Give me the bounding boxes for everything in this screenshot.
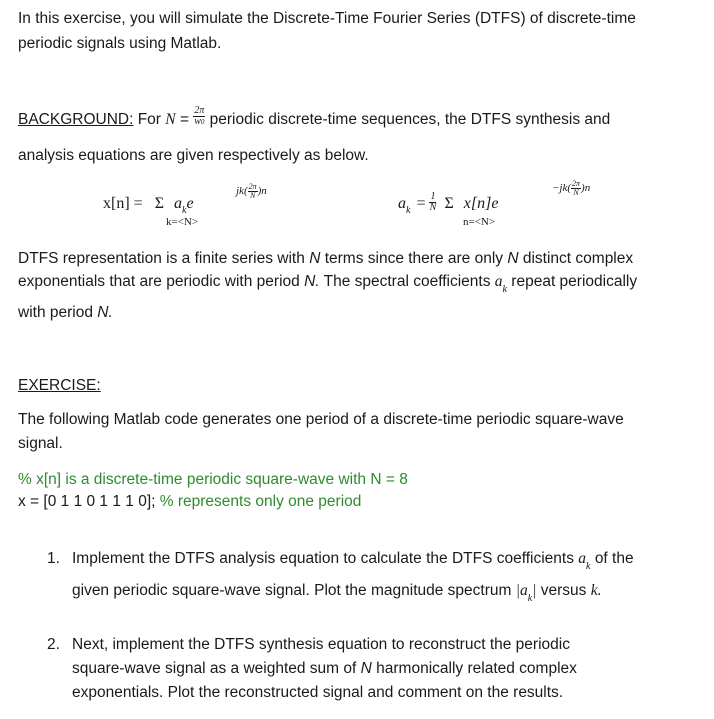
task-2-number: 2. bbox=[47, 636, 60, 653]
analysis-exponent: −jk( $\frac{2\pi}{N}$ )n bbox=[552, 179, 591, 197]
synthesis-range: k=<N> bbox=[166, 216, 199, 228]
exercise-line-1: The following Matlab code generates one period of a discrete-time periodic square-wave bbox=[18, 411, 624, 428]
task-2-line-3: exponentials. Plot the reconstructed signal and comment on the results. bbox=[72, 684, 564, 701]
intro-line-1: In this exercise, you will simulate the Discrete-Time Fourier Series (DTFS) of discrete-time bbox=[18, 10, 636, 27]
background-for: For bbox=[137, 111, 161, 128]
task-1-line-2: given periodic square-wave signal. Plot the magnitude spectrum $|a_k|$ versus k. bbox=[72, 582, 602, 604]
exercise-line-2: signal. bbox=[18, 435, 63, 452]
synthesis-exponent: jk( $\frac{2\pi}{N}$ )n bbox=[236, 182, 267, 200]
intro-line-2: periodic signals using Matlab. bbox=[18, 35, 222, 52]
code-comment-line: % x[n] is a discrete-time periodic square-wave with N = 8 bbox=[18, 471, 408, 488]
analysis-equation: $a_k$ = $\frac{1}{N}$ Σ x[n]e bbox=[398, 190, 499, 216]
exercise-label: EXERCISE: bbox=[18, 377, 101, 394]
code-assignment-line: x = [0 1 1 0 1 1 1 0]; % represents only one period bbox=[18, 493, 362, 510]
background-line-2: analysis equations are given respectively as below. bbox=[18, 147, 369, 164]
background-N: N bbox=[165, 111, 176, 128]
representation-line-3: with period N. bbox=[18, 304, 113, 321]
background-line-1 bbox=[18, 105, 611, 131]
background-label: BACKGROUND: bbox=[18, 111, 134, 128]
background-after-fraction: periodic discrete-time sequences, the DTFS synthesis and bbox=[209, 111, 611, 128]
task-2-line-2: square-wave signal as a weighted sum of N harmonically related complex bbox=[72, 660, 577, 677]
task-1-line-1: Implement the DTFS analysis equation to calculate the DTFS coefficients $a_k$ of the bbox=[72, 550, 634, 572]
representation-line-2: exponentials that are periodic with period N. The spectral coefficients $a_k$ repeat periodically bbox=[18, 273, 638, 295]
representation-line-1: DTFS representation is a finite series with N terms since there are only N distinct complex bbox=[18, 250, 634, 267]
task-1-number: 1. bbox=[47, 550, 60, 567]
synthesis-equation: x[n] = Σ $a_ke$ bbox=[103, 195, 194, 216]
background-fraction: $\frac{2\pi}{w0}$ bbox=[194, 105, 205, 128]
analysis-range: n=<N> bbox=[463, 216, 496, 228]
background-eq: = bbox=[179, 111, 189, 128]
task-2-line-1: Next, implement the DTFS synthesis equation to reconstruct the periodic bbox=[72, 636, 570, 653]
